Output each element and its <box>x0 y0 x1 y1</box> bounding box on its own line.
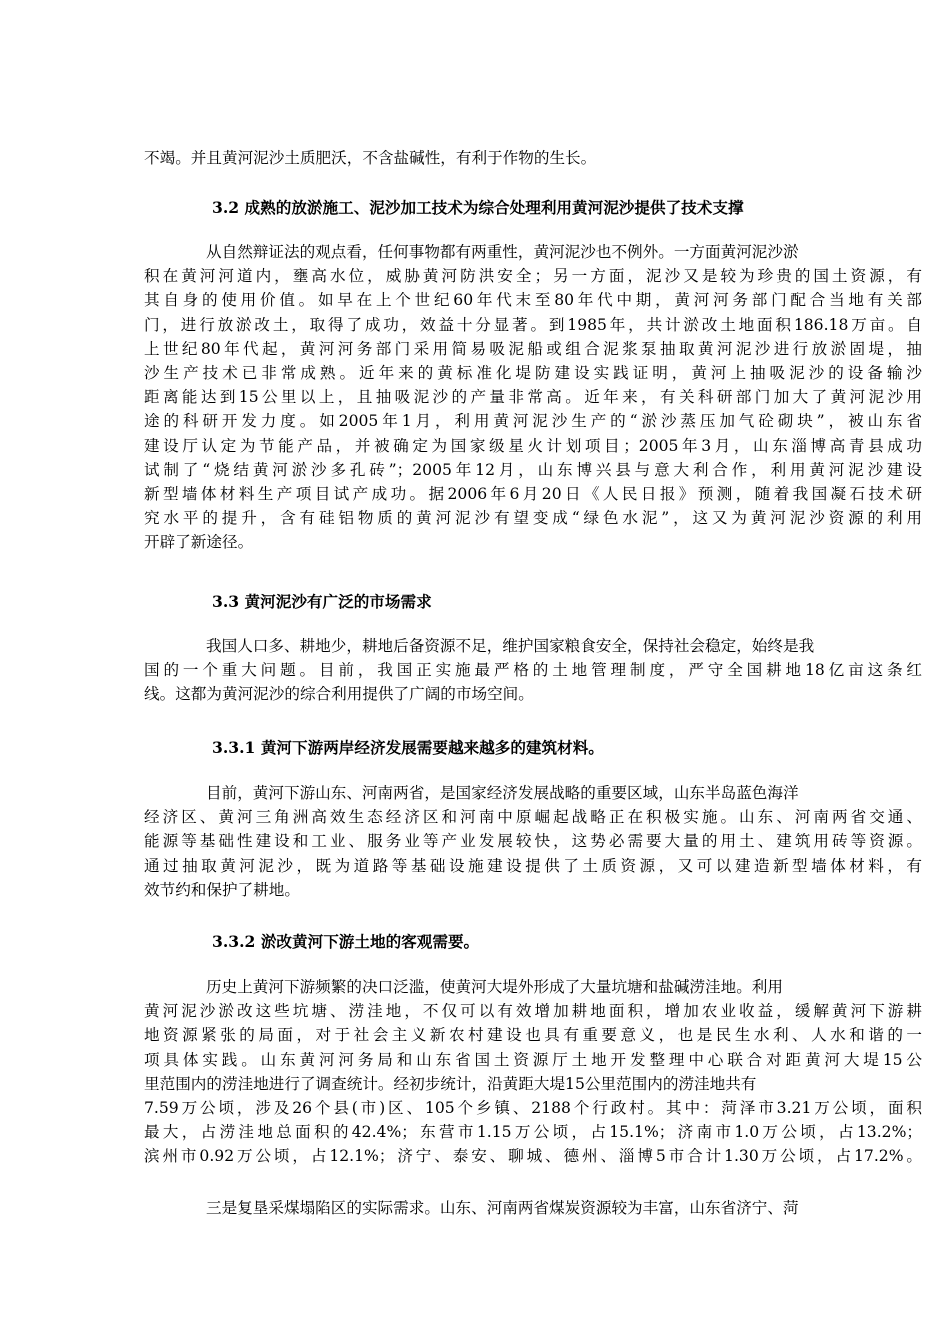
paragraph-last <box>144 1196 922 1220</box>
text-line: 最大，占涝洼地总面积的42.4%；东营市1.15万公顷，占15.1%；济南市1.0万公顷，占13.2%； <box>144 1123 922 1142</box>
paragraph-intro <box>144 146 922 170</box>
text-line: 黄河泥沙淤改这些坑塘、涝洼地，不仅可以有效增加耕地面积，增加农业收益，缓解黄河下游耕 <box>144 1002 922 1021</box>
text-line: 积在黄河河道内，壅高水位，威胁黄河防洪安全；另一方面，泥沙又是较为珍贵的国土资源，有 <box>144 267 922 286</box>
text-line: 历史上黄河下游频繁的决口泛滥，使黄河大堤外形成了大量坑塘和盐碱涝洼地。利用 <box>206 978 783 996</box>
text-line: 试制了“烧结黄河淤沙多孔砖”；2005年12月，山东博兴县与意大利合作，利用黄河泥沙建设 <box>144 460 922 479</box>
text-line: 国的一个重大问题。目前，我国正实施最严格的土地管理制度，严守全国耕地18亿亩这条红 <box>144 661 922 680</box>
text-line: 建设厅认定为节能产品，并被确定为国家级星火计划项目；2005年3月，山东淄博高青县成功 <box>144 436 922 455</box>
text-line: 经济区、黄河三角洲高效生态经济区和河南中原崛起战略正在积极实施。山东、河南两省交通、 <box>144 808 922 827</box>
heading-3-3-1: 3.3.1 黄河下游两岸经济发展需要越来越多的建筑材料。 <box>212 738 604 757</box>
text-line: 三是复垦采煤塌陷区的实际需求。山东、河南两省煤炭资源较为丰富，山东省济宁、菏 <box>206 1199 799 1217</box>
text-line: 距离能达到15公里以上，且抽吸泥沙的产量非常高。近年来，有关科研部门加大了黄河泥沙用 <box>144 388 922 407</box>
text-line: 不竭。并且黄河泥沙土质肥沃，不含盐碱性，有利于作物的生长。 <box>144 149 597 167</box>
paragraph-3-3-1 <box>144 781 922 902</box>
text-line: 开辟了新途径。 <box>144 533 254 552</box>
text-line: 我国人口多、耕地少，耕地后备资源不足，维护国家粮食安全，保持社会稳定，始终是我 <box>206 637 815 655</box>
text-line: 途的科研开发力度。如2005年1月，利用黄河泥沙生产的“淤沙蒸压加气砼砌块”，被山东省 <box>144 412 922 431</box>
text-line: 地资源紧张的局面，对于社会主义新农村建设也具有重要意义，也是民生水利、人水和谐的一 <box>144 1026 922 1045</box>
text-line: 沙生产技术已非常成熟。近年来的黄标准化堤防建设实践证明，黄河上抽吸泥沙的设备输沙 <box>144 364 922 383</box>
text-line: 效节约和保护了耕地。 <box>144 880 300 899</box>
paragraph-3-3-2 <box>144 975 922 1169</box>
paragraph-3-3 <box>144 634 922 707</box>
text-line: 新型墙体材料生产项目试产成功。据2006年6月20日《人民日报》预测，随着我国凝石技术研 <box>144 485 922 504</box>
text-line: 里范围内的涝洼地进行了调查统计。经初步统计，沿黄距大堤15公里范围内的涝洼地共有 <box>144 1074 757 1093</box>
heading-3-2: 3.2 成熟的放淤施工、泥沙加工技术为综合处理利用黄河泥沙提供了技术支撑 <box>212 198 744 217</box>
text-line: 目前，黄河下游山东、河南两省，是国家经济发展战略的重要区域，山东半岛蓝色海洋 <box>206 784 799 802</box>
text-line: 门，进行放淤改土，取得了成功，效益十分显著。到1985年，共计淤改土地面积186.18万亩。自 <box>144 315 922 334</box>
text-line: 上世纪80年代起，黄河河务部门采用简易吸泥船或组合泥浆泵抽取黄河泥沙进行放淤固堤，抽 <box>144 339 922 358</box>
heading-3-3: 3.3 黄河泥沙有广泛的市场需求 <box>212 592 432 611</box>
paragraph-3-2 <box>144 240 922 555</box>
text-line: 从自然辩证法的观点看，任何事物都有两重性，黄河泥沙也不例外。一方面黄河泥沙淤 <box>206 243 799 261</box>
text-line: 能源等基础性建设和工业、服务业等产业发展较快，这势必需要大量的用土、建筑用砖等资源。 <box>144 832 922 851</box>
text-line: 7.59万公顷，涉及26个县(市)区、105个乡镇、2188个行政村。其中：菏泽市3.21万公顷，面积 <box>144 1099 922 1118</box>
text-line: 其自身的使用价值。如早在上个世纪60年代末至80年代中期，黄河河务部门配合当地有关部 <box>144 291 922 310</box>
text-line: 究水平的提升，含有硅铝物质的黄河泥沙有望变成“绿色水泥”，这又为黄河泥沙资源的利用 <box>144 509 922 528</box>
text-line: 滨州市0.92万公顷，占12.1%；济宁、泰安、聊城、德州、淄博5市合计1.30万公顷，占17.2%。 <box>144 1147 922 1166</box>
text-line: 项具体实践。山东黄河河务局和山东省国土资源厅土地开发整理中心联合对距黄河大堤15公 <box>144 1050 922 1069</box>
heading-3-3-2: 3.3.2 淤改黄河下游土地的客观需要。 <box>212 932 480 951</box>
text-line: 线。这都为黄河泥沙的综合利用提供了广阔的市场空间。 <box>144 685 534 704</box>
text-line: 通过抽取黄河泥沙，既为道路等基础设施建设提供了土质资源，又可以建造新型墙体材料，有 <box>144 856 922 875</box>
